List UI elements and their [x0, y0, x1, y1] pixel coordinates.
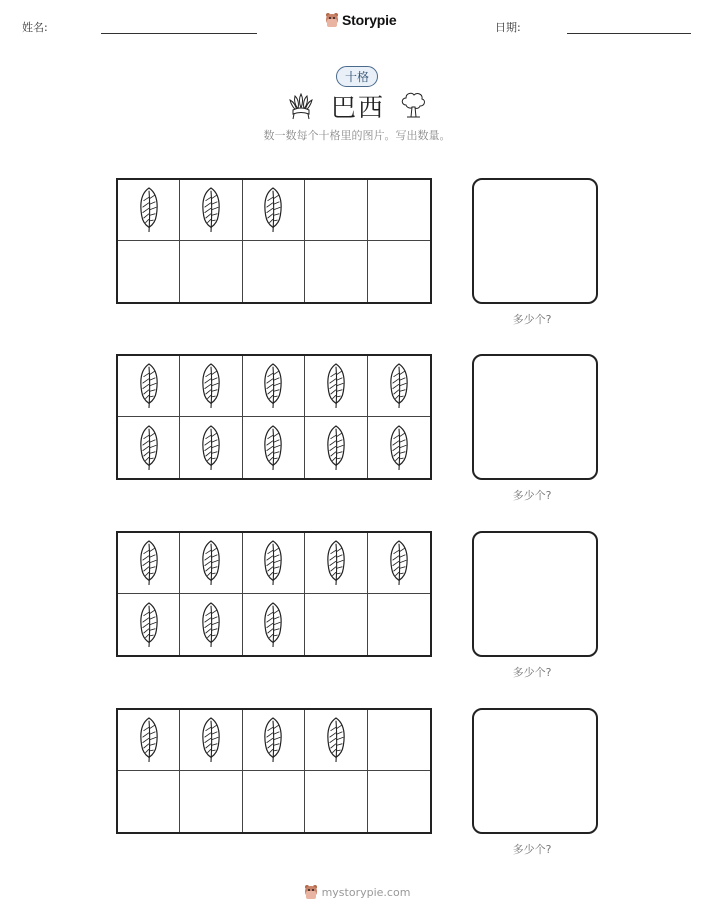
ten-frame-cell	[243, 241, 305, 302]
feather-icon	[262, 362, 284, 410]
ten-frame-cell	[180, 180, 242, 241]
ten-frame-cell	[243, 771, 305, 832]
ten-frame	[116, 531, 432, 657]
feather-icon	[138, 601, 160, 649]
brand-name: Storypie	[342, 12, 397, 28]
ten-frame-cell	[368, 771, 430, 832]
ten-frame-cell	[368, 594, 430, 655]
feather-icon	[138, 362, 160, 410]
answer-box[interactable]	[472, 354, 598, 480]
ten-frame-cell	[118, 771, 180, 832]
ten-frame-cell	[118, 533, 180, 594]
ten-frame-cell	[305, 594, 367, 655]
ten-frame-cell	[243, 710, 305, 771]
ten-frame-cell	[368, 417, 430, 478]
ten-frame-cell	[305, 241, 367, 302]
how-many-label: 多少个?	[512, 666, 552, 679]
ten-frame-cell	[118, 356, 180, 417]
name-line[interactable]	[101, 33, 257, 34]
ten-frame-cell	[305, 771, 367, 832]
feather-icon	[388, 424, 410, 472]
ten-frame-cell	[368, 241, 430, 302]
feather-icon	[138, 186, 160, 234]
ten-frame-cell	[180, 417, 242, 478]
feather-icon	[138, 539, 160, 587]
feather-icon	[200, 424, 222, 472]
ten-frame-cell	[180, 241, 242, 302]
feather-icon	[262, 716, 284, 764]
ten-frame	[116, 178, 432, 304]
ten-frame-cell	[368, 356, 430, 417]
worksheet-badge: 十格	[336, 66, 378, 87]
ten-frame-cell	[305, 356, 367, 417]
how-many-label: 多少个?	[512, 313, 552, 326]
ten-frame-cell	[368, 180, 430, 241]
footer	[0, 884, 714, 900]
ten-frame-cell	[118, 180, 180, 241]
bear-mascot-icon	[325, 12, 339, 28]
ten-frame-cell	[243, 417, 305, 478]
ten-frame-cell	[118, 417, 180, 478]
ten-frame-cell	[243, 356, 305, 417]
ten-frame-cell	[305, 180, 367, 241]
feather-icon	[325, 362, 347, 410]
feather-icon	[262, 601, 284, 649]
how-many-label: 多少个?	[512, 843, 552, 856]
ten-frame-cell	[368, 710, 430, 771]
ten-frame-cell	[180, 533, 242, 594]
feather-icon	[325, 716, 347, 764]
ten-frame-cell	[243, 533, 305, 594]
date-line[interactable]	[567, 33, 691, 34]
bear-mascot-icon	[304, 884, 318, 900]
ten-frame	[116, 708, 432, 834]
ten-frame-cell	[243, 594, 305, 655]
ten-frame	[116, 354, 432, 480]
feather-icon	[388, 539, 410, 587]
ten-frame-cell	[243, 180, 305, 241]
ten-frame-cell	[180, 594, 242, 655]
feather-icon	[388, 362, 410, 410]
instructions: 数一数每个十格里的图片。写出数量。	[263, 129, 451, 142]
feather-icon	[200, 186, 222, 234]
tree-icon	[398, 90, 428, 120]
how-many-label: 多少个?	[512, 489, 552, 502]
ten-frame-cell	[180, 771, 242, 832]
feather-icon	[262, 424, 284, 472]
worksheet-title: 巴西	[331, 93, 386, 122]
feather-icon	[262, 186, 284, 234]
date-label: 日期:	[495, 21, 521, 34]
answer-box[interactable]	[472, 708, 598, 834]
feather-icon	[262, 539, 284, 587]
ten-frame-cell	[118, 241, 180, 302]
ten-frame-cell	[118, 594, 180, 655]
feather-icon	[200, 362, 222, 410]
ten-frame-cell	[118, 710, 180, 771]
answer-box[interactable]	[472, 178, 598, 304]
answer-box[interactable]	[472, 531, 598, 657]
ten-frame-cell	[180, 356, 242, 417]
ten-frame-cell	[305, 710, 367, 771]
name-label: 姓名:	[22, 21, 48, 34]
feather-icon	[200, 601, 222, 649]
ten-frame-cell	[368, 533, 430, 594]
brand-logo	[325, 12, 396, 28]
feather-icon	[200, 716, 222, 764]
ten-frame-cell	[305, 533, 367, 594]
feather-icon	[200, 539, 222, 587]
ten-frame-cell	[305, 417, 367, 478]
feather-icon	[325, 539, 347, 587]
feather-icon	[138, 716, 160, 764]
feather-icon	[138, 424, 160, 472]
footer-url: mystorypie.com	[321, 885, 411, 899]
feather-icon	[325, 424, 347, 472]
feather-headdress-icon	[286, 90, 316, 120]
ten-frame-cell	[180, 710, 242, 771]
